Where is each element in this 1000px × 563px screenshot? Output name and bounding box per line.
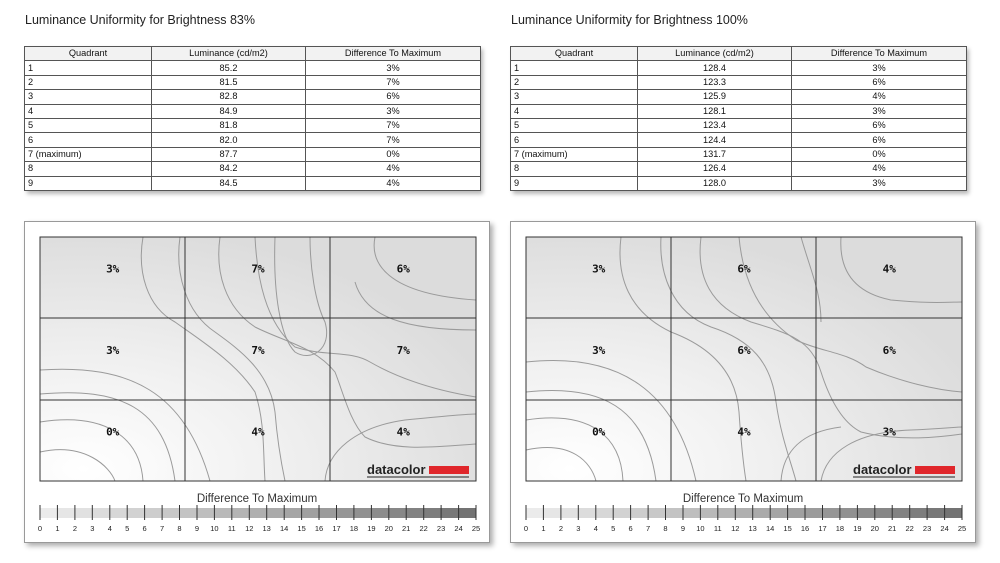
legend-swatch — [613, 508, 630, 518]
legend-swatch — [389, 508, 406, 518]
legend-tick-label: 5 — [125, 524, 130, 533]
legend-tick-label: 19 — [367, 524, 376, 533]
legend-tick-label: 2 — [558, 524, 563, 533]
legend-swatch — [805, 508, 822, 518]
luminance-cell: 85.2 — [152, 61, 306, 75]
quadrant-cell: 6 — [25, 133, 152, 147]
legend-tick-label: 9 — [680, 524, 686, 533]
legend-tick-label: 6 — [142, 524, 147, 533]
difference-cell: 0% — [306, 147, 481, 161]
header-quadrant: Quadrant — [511, 47, 638, 61]
quadrant-label: 4% — [396, 425, 410, 439]
panel-title: Luminance Uniformity for Brightness 83% — [25, 13, 255, 27]
legend-tick-label: 13 — [262, 524, 271, 533]
legend-swatch — [526, 508, 543, 518]
brand-logo-bar — [429, 466, 469, 474]
quadrant-label: 3% — [592, 262, 606, 276]
legend-tick-label: 7 — [160, 524, 165, 533]
legend-swatch — [127, 508, 144, 518]
legend-swatch — [197, 508, 214, 518]
brand-logo-text: datacolor — [367, 462, 426, 477]
legend-swatch — [249, 508, 266, 518]
quadrant-label: 7% — [251, 344, 265, 357]
legend-tick-label: 4 — [593, 524, 598, 533]
legend-swatch — [700, 508, 717, 518]
legend-tick-label: 24 — [940, 524, 949, 533]
legend-tick-label: 25 — [957, 524, 967, 533]
legend-swatch — [735, 508, 752, 518]
legend-swatch — [927, 508, 944, 518]
legend-swatch — [75, 508, 92, 518]
luminance-cell: 126.4 — [638, 162, 792, 176]
legend-tick-label: 20 — [870, 524, 879, 533]
panel-brightness-83 — [24, 0, 494, 563]
quadrant-label: 6% — [737, 344, 751, 357]
quadrant-label: 0% — [592, 425, 606, 439]
legend-swatch — [631, 508, 648, 518]
legend-tick-label: 14 — [766, 524, 775, 533]
uniformity-table-wrap — [24, 46, 480, 191]
quadrant-label: 0% — [106, 425, 120, 439]
legend-swatch — [543, 508, 560, 518]
legend-tick-label: 8 — [177, 524, 182, 533]
difference-cell: 0% — [792, 147, 967, 161]
legend-swatch — [110, 508, 127, 518]
legend-swatch — [892, 508, 909, 518]
quadrant-cell: 7 (maximum) — [25, 147, 152, 161]
quadrant-label: 7% — [396, 344, 410, 357]
table-row — [511, 162, 967, 176]
legend-tick-label: 10 — [210, 524, 219, 533]
legend-swatch — [162, 508, 179, 518]
legend-swatch — [284, 508, 301, 518]
legend-swatch — [840, 508, 857, 518]
legend-swatch — [40, 508, 57, 518]
legend-tick-label: 9 — [194, 524, 200, 533]
luminance-cell: 81.5 — [152, 75, 306, 89]
quadrant-cell: 6 — [511, 133, 638, 147]
contour-map-svg — [511, 222, 975, 542]
difference-cell: 4% — [792, 162, 967, 176]
legend-tick-label: 0 — [523, 524, 529, 533]
legend-swatch — [180, 508, 197, 518]
legend-tick-label: 12 — [731, 524, 740, 533]
legend-tick-label: 6 — [628, 524, 633, 533]
table-row — [25, 176, 481, 190]
legend-swatch — [57, 508, 74, 518]
legend-tick-label: 18 — [835, 524, 845, 533]
legend-tick-label: 15 — [783, 524, 792, 533]
luminance-cell: 128.1 — [638, 104, 792, 118]
legend-tick-label: 22 — [905, 524, 914, 533]
legend-tick-label: 21 — [402, 524, 411, 533]
legend-scale — [524, 505, 966, 533]
quadrant-label: 4% — [737, 425, 751, 439]
table-row — [25, 90, 481, 104]
legend-tick-label: 16 — [314, 524, 324, 533]
legend-tick-label: 17 — [332, 524, 341, 533]
legend-swatch — [683, 508, 700, 518]
difference-cell: 4% — [306, 176, 481, 190]
legend-tick-label: 3 — [90, 524, 95, 533]
luminance-cell: 84.2 — [152, 162, 306, 176]
difference-cell: 7% — [306, 118, 481, 132]
legend-tick-label: 7 — [646, 524, 651, 533]
uniformity-table — [510, 46, 967, 191]
legend-swatch — [232, 508, 249, 518]
uniformity-table-wrap — [510, 46, 966, 191]
luminance-cell: 84.5 — [152, 176, 306, 190]
quadrant-label: 3% — [106, 262, 120, 276]
quadrant-cell: 9 — [25, 176, 152, 190]
table-row — [25, 162, 481, 176]
legend-swatch — [319, 508, 336, 518]
quadrant-cell: 4 — [511, 104, 638, 118]
panel-brightness-100 — [510, 0, 980, 563]
difference-cell: 3% — [306, 104, 481, 118]
legend-title: Difference To Maximum — [682, 493, 804, 505]
quadrant-label: 3% — [106, 344, 120, 357]
luminance-cell: 82.8 — [152, 90, 306, 104]
legend-swatch — [770, 508, 787, 518]
legend-tick-label: 17 — [818, 524, 827, 533]
legend-tick-label: 23 — [922, 524, 932, 533]
panel-title: Luminance Uniformity for Brightness 100% — [511, 13, 748, 27]
legend-tick-label: 16 — [800, 524, 810, 533]
legend-swatch — [441, 508, 458, 518]
table-row — [511, 90, 967, 104]
quadrant-cell: 8 — [25, 162, 152, 176]
brand-logo-bar — [915, 466, 955, 474]
difference-cell: 6% — [792, 75, 967, 89]
legend-tick-label: 11 — [227, 524, 236, 533]
difference-cell: 4% — [792, 90, 967, 104]
legend-swatch — [302, 508, 319, 518]
legend-swatch — [596, 508, 613, 518]
header-quadrant: Quadrant — [25, 47, 152, 61]
legend-tick-label: 1 — [55, 524, 60, 533]
quadrant-label: 3% — [592, 344, 606, 357]
quadrant-cell: 8 — [511, 162, 638, 176]
uniformity-contour-map — [510, 221, 976, 543]
legend-swatch — [267, 508, 284, 518]
legend-tick-label: 25 — [471, 524, 481, 533]
legend-swatch — [648, 508, 665, 518]
legend-tick-label: 14 — [280, 524, 289, 533]
legend-swatch — [718, 508, 735, 518]
luminance-cell: 82.0 — [152, 133, 306, 147]
legend-tick-label: 15 — [297, 524, 306, 533]
difference-cell: 3% — [792, 176, 967, 190]
quadrant-label: 4% — [882, 262, 896, 276]
legend-swatch — [145, 508, 162, 518]
quadrant-cell: 9 — [511, 176, 638, 190]
legend-scale — [38, 505, 480, 533]
table-row — [25, 118, 481, 132]
header-luminance: Luminance (cd/m2) — [638, 47, 792, 61]
header-luminance: Luminance (cd/m2) — [152, 47, 306, 61]
legend-swatch — [406, 508, 423, 518]
legend-tick-label: 1 — [541, 524, 546, 533]
table-row — [25, 61, 481, 75]
quadrant-cell: 2 — [511, 75, 638, 89]
table-row — [511, 104, 967, 118]
legend-tick-label: 19 — [853, 524, 862, 533]
legend-tick-label: 8 — [663, 524, 668, 533]
legend-tick-label: 2 — [72, 524, 77, 533]
legend-tick-label: 23 — [436, 524, 446, 533]
legend-tick-label: 18 — [349, 524, 359, 533]
quadrant-label: 6% — [737, 262, 751, 276]
legend-swatch — [337, 508, 354, 518]
legend-tick-label: 20 — [384, 524, 393, 533]
difference-cell: 6% — [792, 133, 967, 147]
luminance-cell: 87.7 — [152, 147, 306, 161]
legend-tick-label: 22 — [419, 524, 428, 533]
uniformity-contour-map — [24, 221, 490, 543]
table-row — [511, 176, 967, 190]
luminance-cell: 84.9 — [152, 104, 306, 118]
legend-swatch — [561, 508, 578, 518]
quadrant-label: 7% — [251, 262, 265, 276]
legend-tick-label: 21 — [888, 524, 897, 533]
quadrant-cell: 3 — [511, 90, 638, 104]
legend-swatch — [354, 508, 371, 518]
legend-tick-label: 24 — [454, 524, 463, 533]
difference-cell: 7% — [306, 75, 481, 89]
legend-swatch — [666, 508, 683, 518]
quadrant-label: 3% — [882, 425, 896, 439]
luminance-cell: 128.0 — [638, 176, 792, 190]
legend-tick-label: 11 — [713, 524, 722, 533]
legend-swatch — [857, 508, 874, 518]
legend-swatch — [945, 508, 962, 518]
difference-cell: 7% — [306, 133, 481, 147]
brand-logo-text: datacolor — [853, 462, 912, 477]
quadrant-cell: 3 — [25, 90, 152, 104]
legend-tick-label: 4 — [107, 524, 112, 533]
difference-cell: 3% — [792, 61, 967, 75]
legend-tick-label: 3 — [576, 524, 581, 533]
legend-tick-label: 13 — [748, 524, 757, 533]
legend-swatch — [910, 508, 927, 518]
legend-swatch — [753, 508, 770, 518]
legend-swatch — [214, 508, 231, 518]
quadrant-cell: 2 — [25, 75, 152, 89]
legend-swatch — [371, 508, 388, 518]
legend-swatch — [823, 508, 840, 518]
legend-title: Difference To Maximum — [196, 493, 318, 505]
table-row — [511, 118, 967, 132]
quadrant-cell: 5 — [25, 118, 152, 132]
quadrant-label: 4% — [251, 425, 265, 439]
table-row — [25, 75, 481, 89]
table-row — [511, 133, 967, 147]
legend-swatch — [424, 508, 441, 518]
difference-cell: 4% — [306, 162, 481, 176]
luminance-cell: 125.9 — [638, 90, 792, 104]
difference-cell: 3% — [792, 104, 967, 118]
luminance-cell: 128.4 — [638, 61, 792, 75]
uniformity-table — [24, 46, 481, 191]
legend-swatch — [459, 508, 476, 518]
legend-swatch — [578, 508, 595, 518]
contour-map-svg — [25, 222, 489, 542]
table-row — [25, 104, 481, 118]
luminance-cell: 123.3 — [638, 75, 792, 89]
quadrant-cell: 5 — [511, 118, 638, 132]
legend-swatch — [875, 508, 892, 518]
luminance-cell: 131.7 — [638, 147, 792, 161]
table-row — [25, 147, 481, 161]
luminance-cell: 124.4 — [638, 133, 792, 147]
legend-tick-label: 0 — [37, 524, 43, 533]
quadrant-label: 6% — [882, 344, 896, 357]
legend-tick-label: 5 — [611, 524, 616, 533]
legend-tick-label: 12 — [245, 524, 254, 533]
quadrant-cell: 1 — [25, 61, 152, 75]
legend-tick-label: 10 — [696, 524, 705, 533]
table-row — [511, 147, 967, 161]
quadrant-cell: 4 — [25, 104, 152, 118]
difference-cell: 3% — [306, 61, 481, 75]
difference-cell: 6% — [792, 118, 967, 132]
difference-cell: 6% — [306, 90, 481, 104]
luminance-cell: 123.4 — [638, 118, 792, 132]
quadrant-cell: 7 (maximum) — [511, 147, 638, 161]
luminance-cell: 81.8 — [152, 118, 306, 132]
header-difference: Difference To Maximum — [306, 47, 481, 61]
header-difference: Difference To Maximum — [792, 47, 967, 61]
legend-swatch — [92, 508, 109, 518]
legend-swatch — [788, 508, 805, 518]
table-row — [511, 61, 967, 75]
quadrant-label: 6% — [396, 262, 410, 276]
table-row — [25, 133, 481, 147]
table-row — [511, 75, 967, 89]
quadrant-cell: 1 — [511, 61, 638, 75]
